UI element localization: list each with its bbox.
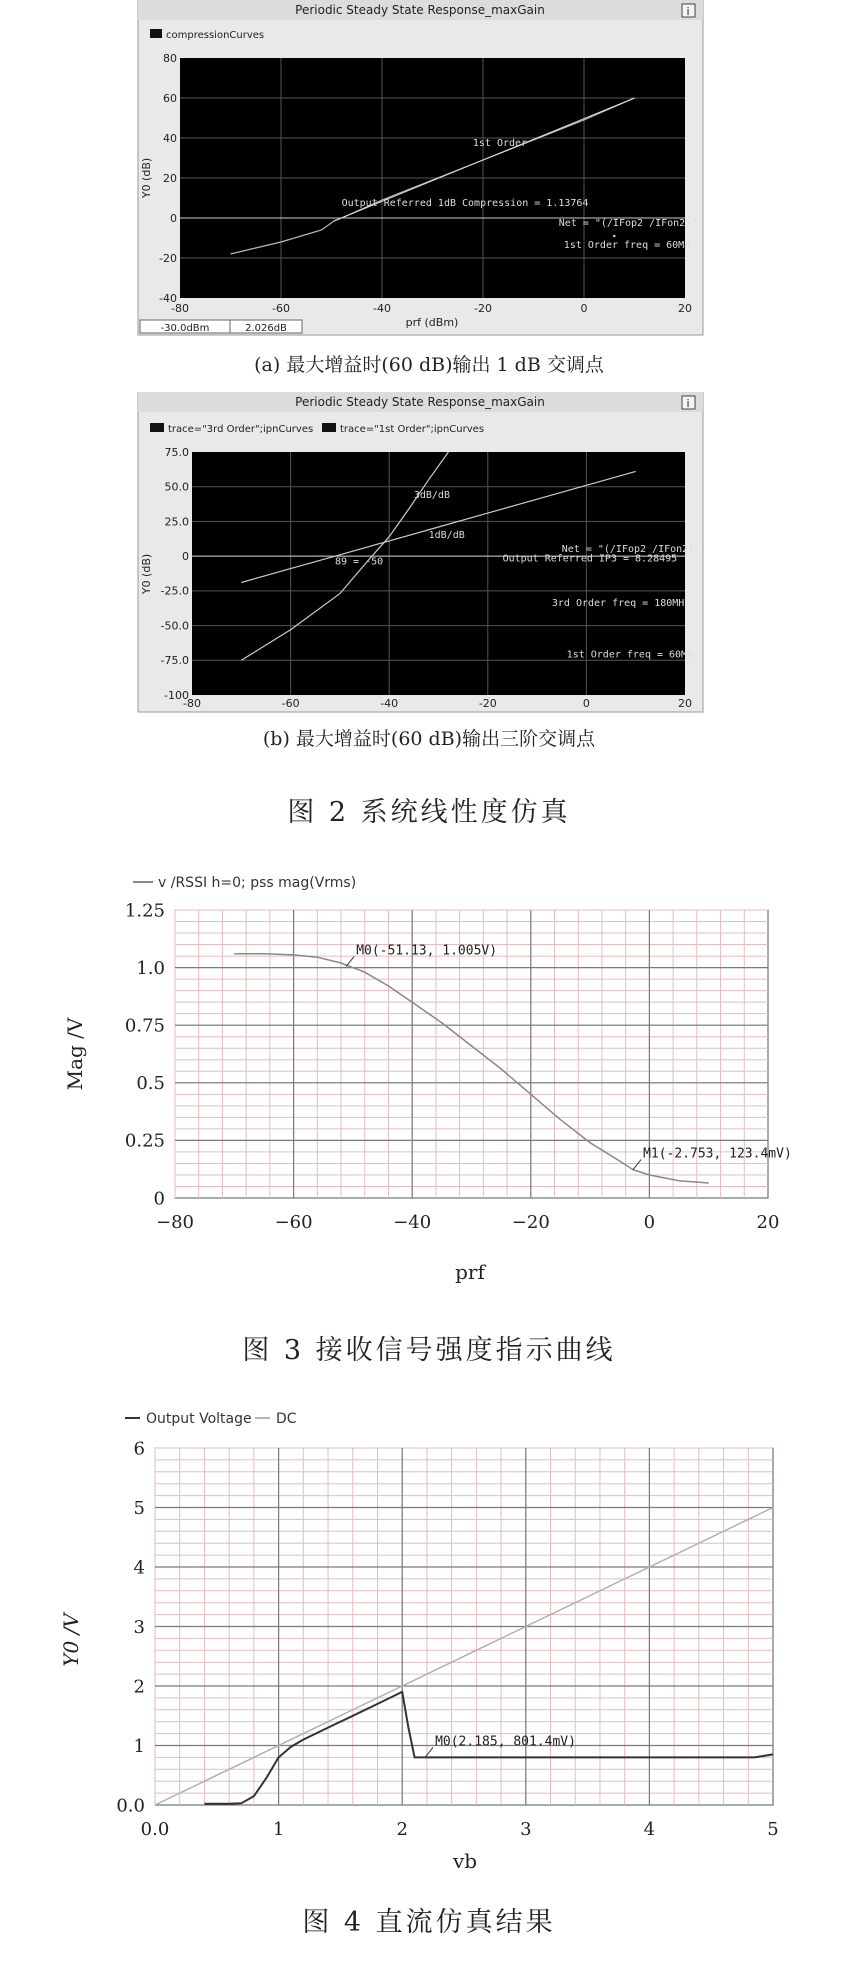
chart-b-legend-swatch-2 — [322, 423, 336, 432]
chart-fig4 — [0, 1400, 858, 1880]
marker-label: M0(-51.13, 1.005V) — [356, 943, 498, 959]
chart-a-legend-label: compressionCurves — [166, 30, 265, 41]
chart-fig4-legend-label-2: DC — [276, 1411, 297, 1427]
annotation-1db: 1dB/dB — [428, 530, 465, 542]
chart-b-legend-swatch-1 — [150, 423, 164, 432]
chart-b-ylabel: Y0 (dB) — [140, 553, 153, 595]
x-tick-label: 5 — [767, 1819, 779, 1840]
y-tick-label: -50.0 — [160, 619, 189, 633]
chart-b-window-title: Periodic Steady State Response_maxGain — [295, 395, 545, 409]
y-tick-label: -40 — [159, 291, 177, 305]
annotation-ip3: Output Referred IP3 = 8.28495 — [502, 553, 678, 565]
chart-a — [0, 0, 858, 340]
x-tick-label: 0 — [580, 302, 588, 315]
y-tick-label: 0.75 — [124, 1015, 165, 1037]
figure-4-caption: 图 4 直流仿真结果 — [302, 1907, 556, 1938]
annotation-net: Net = "(/IFop2 /IFon2)" — [558, 218, 698, 229]
chart-a-xlabel: prf (dBm) — [405, 316, 459, 329]
y-tick-label: 0 — [182, 549, 189, 563]
marker-dot — [613, 235, 615, 237]
x-tick-label: 0 — [643, 1212, 656, 1233]
y-tick-label: 40 — [163, 131, 177, 145]
x-tick-label: -80 — [171, 302, 189, 315]
chart-a-readout-2: 2.026dB — [245, 323, 287, 334]
annotation-1st-freq: 1st Order freq = 60MH — [566, 649, 694, 661]
annotation-intercept: 89 = -50 — [334, 556, 384, 568]
x-tick-label: -60 — [281, 697, 300, 710]
y-tick-label: 50.0 — [164, 480, 189, 494]
y-tick-label: 2 — [133, 1676, 145, 1698]
chart-b-legend-label-2: trace="1st Order";ipnCurves — [340, 424, 485, 435]
y-tick-label: 0 — [170, 211, 177, 225]
caption-b: (b) 最大增益时(60 dB)输出三阶交调点 — [262, 728, 596, 750]
x-tick-label: −80 — [156, 1212, 194, 1233]
y-tick-label: 25.0 — [164, 515, 189, 529]
figure-3-caption: 图 3 接收信号强度指示曲线 — [242, 1335, 616, 1366]
annotation-3db: 3dB/dB — [413, 489, 450, 501]
chart-b-legend-label-1: trace="3rd Order";ipnCurves — [168, 424, 314, 435]
x-tick-label: -20 — [478, 697, 497, 710]
annotation-compression: Output Referred 1dB Compression = 1.13764 — [341, 198, 589, 209]
chart-fig4-ylabel: Y0 /V — [59, 1613, 83, 1667]
y-tick-label: 3 — [133, 1616, 145, 1638]
chart-a-ylabel: Y0 (dB) — [140, 157, 153, 199]
y-tick-label: 0.5 — [136, 1073, 165, 1095]
y-tick-label: -25.0 — [160, 584, 189, 598]
x-tick-label: −20 — [511, 1212, 550, 1233]
marker-label: M0(2.185, 801.4mV) — [435, 1734, 576, 1750]
y-tick-label: 6 — [133, 1438, 145, 1460]
y-tick-label: 4 — [133, 1557, 145, 1579]
chart-b-close-icon: i — [686, 397, 690, 410]
x-tick-label: -60 — [272, 302, 290, 315]
x-tick-label: −40 — [393, 1212, 432, 1233]
y-tick-label: 0 — [153, 1188, 165, 1210]
y-tick-label: -75.0 — [160, 654, 189, 668]
y-tick-label: 1.0 — [136, 957, 165, 979]
chart-fig3-legend-label: v /RSSI h=0; pss mag(Vrms) — [158, 875, 357, 891]
x-tick-label: 0 — [582, 697, 590, 710]
chart-a-close-icon: i — [686, 5, 690, 18]
y-tick-label: 0.25 — [124, 1130, 165, 1152]
y-tick-label: 80 — [163, 51, 177, 65]
y-tick-label: 20 — [163, 171, 177, 185]
y-tick-label: 60 — [163, 91, 177, 105]
x-tick-label: 20 — [678, 302, 692, 315]
x-tick-label: -40 — [380, 697, 399, 710]
y-tick-label: 5 — [133, 1497, 145, 1519]
y-tick-label: 1.25 — [124, 900, 165, 922]
chart-fig3 — [0, 866, 858, 1296]
x-tick-label: -80 — [183, 697, 201, 710]
marker-label: M1(-2.753, 123.4mV) — [643, 1146, 792, 1162]
chart-fig4-legend-label-1: Output Voltage — [146, 1411, 252, 1427]
x-tick-label: 2 — [396, 1819, 408, 1840]
chart-fig3-xlabel: prf — [455, 1260, 485, 1284]
chart-fig3-ylabel: Mag /V — [63, 1017, 87, 1091]
annotation-1st-order: 1st Order — [472, 138, 528, 149]
x-tick-label: 20 — [678, 697, 692, 710]
chart-b — [0, 392, 858, 716]
x-tick-label: 1 — [272, 1819, 285, 1840]
y-tick-label: -100 — [164, 688, 189, 702]
x-tick-label: -20 — [474, 302, 492, 315]
x-tick-label: 3 — [520, 1819, 532, 1840]
x-tick-label: 0.0 — [140, 1819, 170, 1840]
annotation-freq: 1st Order freq = 60MH — [563, 240, 691, 251]
caption-a: (a) 最大增益时(60 dB)输出 1 dB 交调点 — [254, 354, 604, 376]
y-tick-label: 0.0 — [116, 1795, 145, 1817]
x-tick-label: 20 — [756, 1212, 780, 1233]
x-tick-label: 4 — [643, 1819, 656, 1840]
y-tick-label: 75.0 — [164, 445, 189, 459]
x-tick-label: −60 — [274, 1212, 313, 1233]
y-tick-label: -20 — [159, 251, 177, 265]
chart-a-readout-1: -30.0dBm — [160, 323, 210, 334]
y-tick-label: 1 — [133, 1735, 145, 1757]
chart-fig4-xlabel: vb — [452, 1849, 478, 1873]
annotation-3rd-freq: 3rd Order freq = 180MH — [551, 598, 685, 610]
figure-2-caption: 图 2 系统线性度仿真 — [287, 797, 571, 828]
x-tick-label: -40 — [373, 302, 391, 315]
annotation-net: Net = "(/IFop2 /IFon2)" — [561, 543, 701, 555]
chart-a-legend-swatch — [150, 29, 162, 38]
chart-a-window-title: Periodic Steady State Response_maxGain — [295, 3, 545, 17]
